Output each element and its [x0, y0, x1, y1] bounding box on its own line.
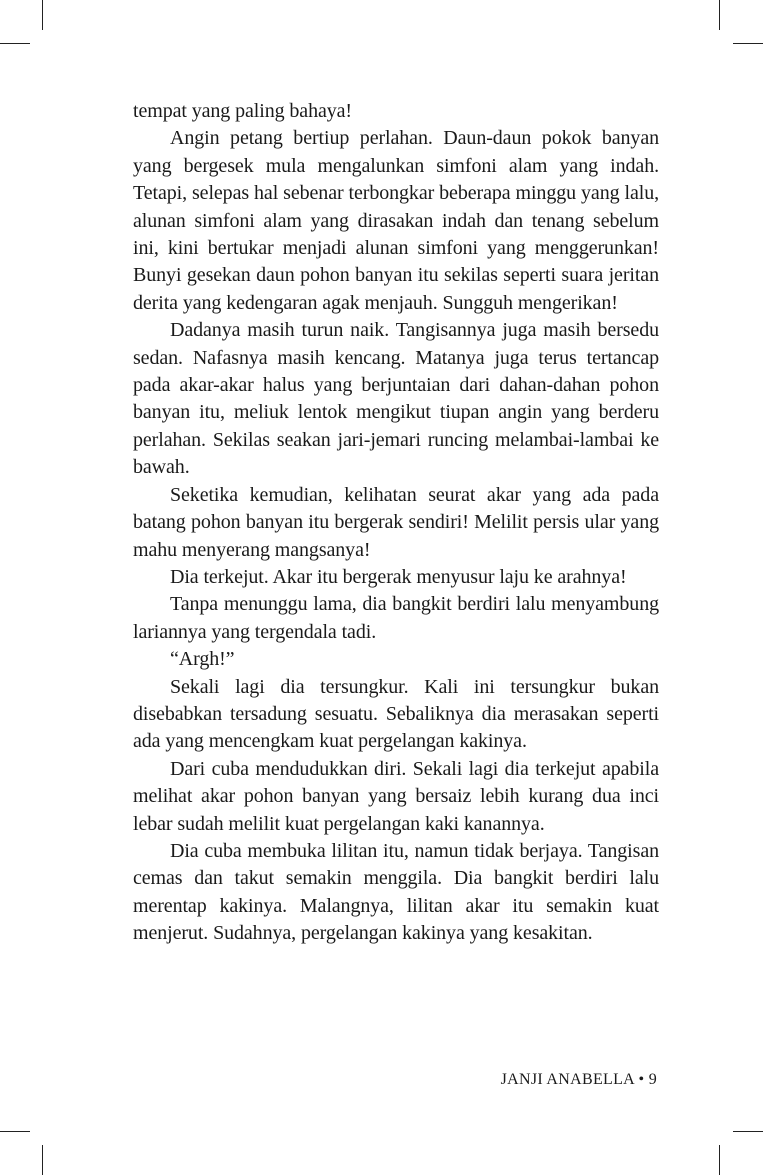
- paragraph-continuation: tempat yang paling bahaya!: [133, 100, 352, 122]
- running-title: JANJI ANABELLA: [500, 1071, 635, 1088]
- dialogue-line: “Argh!”: [170, 648, 235, 671]
- page-number: 9: [648, 1071, 657, 1088]
- body-text: [133, 98, 659, 948]
- paragraph: Angin petang bertiup perlahan. Daun-daun pokok banyan yang bergesek mula mengalunkan simfoni alam yang indah. Tetapi, selepas hal sebenar terbongkar beberapa minggu yang lalu, alunan simfoni alam yang dirasakan indah dan tenang sebelum ini, kini bertukar menjadi alunan simfoni yang menggerunkan! Bunyi gesekan daun pohon banyan itu sekilas seperti suara jeritan derita yang kedengaran agak menjauh. Sungguh mengerikan!: [133, 127, 659, 314]
- paragraph: Dia cuba membuka lilitan itu, namun tidak berjaya. Tangisan cemas dan takut semakin menggila. Dia bangkit berdiri lalu merentap kakinya. Malangnya, lilitan akar itu semakin kuat menjerut. Sudahnya, pergelangan kakinya yang kesakitan.: [133, 839, 659, 945]
- paragraph: Dadanya masih turun naik. Tangisannya juga masih bersedu sedan. Nafasnya masih kencang. Matanya juga terus tertancap pada akar-akar halus yang berjuntaian dari dahan-dahan pohon banyan itu, meliuk lentok mengikut tiupan angin yang berderu perlahan. Sekilas seakan jari-jemari runcing melambai-lambai ke bawah.: [133, 319, 659, 479]
- crop-mark-top-right-horizontal: [733, 43, 763, 44]
- paragraph: Seketika kemudian, kelihatan seurat akar yang ada pada batang pohon banyan itu bergerak sendiri! Melilit persis ular yang mahu menyerang mangsanya!: [133, 483, 659, 561]
- paragraph: Dia terkejut. Akar itu bergerak menyusur laju ke arahnya!: [170, 565, 627, 588]
- crop-mark-top-right-vertical: [719, 0, 720, 30]
- paragraph: Dari cuba mendudukkan diri. Sekali lagi dia terkejut apabila melihat akar pohon banyan yang bersaiz lebih kurang dua inci lebar sudah melilit kuat pergelangan kaki kanannya.: [133, 757, 659, 835]
- footer-separator: •: [638, 1071, 645, 1088]
- paragraph: Tanpa menunggu lama, dia bangkit berdiri lalu menyambung lariannya yang tergendala tadi.: [133, 593, 659, 643]
- paragraph: Sekali lagi dia tersungkur. Kali ini tersungkur bukan disebabkan tersadung sesuatu. Sebaliknya dia merasakan seperti ada yang mencengkam kuat pergelangan kakinya.: [133, 675, 659, 753]
- crop-mark-bottom-left-horizontal: [0, 1131, 30, 1132]
- crop-mark-top-left-horizontal: [0, 43, 30, 44]
- crop-mark-top-left-vertical: [42, 0, 43, 30]
- page-footer: [501, 1071, 657, 1089]
- crop-mark-bottom-right-vertical: [719, 1145, 720, 1175]
- crop-mark-bottom-left-vertical: [42, 1145, 43, 1175]
- crop-mark-bottom-right-horizontal: [733, 1131, 763, 1132]
